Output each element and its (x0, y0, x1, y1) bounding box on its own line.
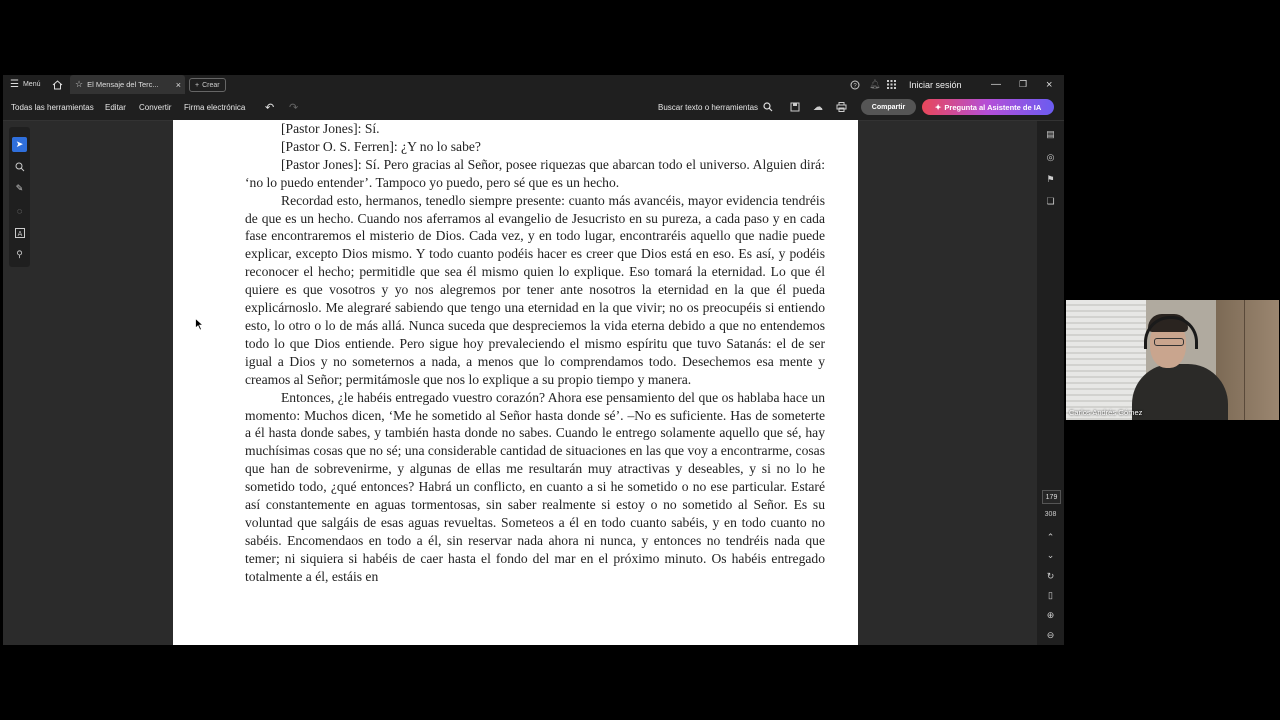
ai-assistant-button[interactable] (922, 99, 1054, 115)
title-bar (3, 75, 1064, 94)
chevron-down-icon: ⌄ (1046, 550, 1055, 560)
current-page-input[interactable] (1042, 490, 1061, 504)
maximize-button[interactable] (1019, 75, 1027, 94)
save-button[interactable] (790, 94, 800, 120)
undo-button[interactable] (265, 94, 274, 120)
tab-document[interactable] (70, 75, 185, 94)
print-icon (836, 102, 847, 112)
pdf-page[interactable] (173, 120, 858, 645)
bookmarks-panel-button[interactable] (1044, 173, 1057, 186)
zoom-in-icon: ⊕ (1046, 610, 1055, 620)
tab-title: El Mensaje del Terc... (87, 80, 159, 89)
zoom-plus-icon (15, 162, 25, 172)
page-text (245, 120, 825, 586)
close-tab-icon[interactable]: × (175, 79, 181, 90)
bookmark-icon: ⚑ (1046, 174, 1055, 184)
redo-icon: ↷ (289, 101, 299, 114)
share-label: Compartir (871, 103, 906, 111)
glasses (1154, 338, 1184, 346)
plus-icon: + (195, 81, 200, 89)
login-button[interactable] (909, 75, 962, 94)
home-icon (52, 80, 63, 90)
mouse-pointer-icon (195, 318, 204, 331)
pencil-icon: ✎ (15, 183, 24, 193)
bell-icon: 🔔︎ (869, 79, 881, 89)
text-box-icon (15, 228, 25, 238)
lasso-icon: ◌ (16, 205, 23, 216)
main-toolbar (3, 94, 1064, 121)
search-icon (763, 102, 773, 112)
paragraph-4: Recordad esto, hermanos, tenedlo siempre presente: cuanto más avancéis, mayor evidencia tendréis de que es un hecho. Cuando nos aferramos al evangelio de Jesucristo en su pureza, a cada paso y en cada fase encontraremos el misterio de Dios. Cada vez, y en todo lugar, encontraréis aquello que nadie puede explicar, excepto Dios mismo. Y todo cuanto podéis hacer es creer que Dios está en eso. Es así, y podéis reconocer el hecho; permitidle que sea él mismo quien lo explique. Eso tomará la eternidad. Lo que él quiere es que vosotros y yo nos alegremos por tener ante nosotros la eternidad en la que él pueda explicárnoslo. Me alegraré sabiendo que tengo una eternidad en la que vivir; no os preocupéis si entiendo esto, lo otro o lo de más allá. Nunca suceda que despreciemos la vida eterna debido a que no entendemos todo lo que Dios entiende. Pero sigue hoy prevaleciendo el mismo espíritu que tuvo Satanás: el de ser igual a Dios y no someternos a nada, a menos que lo comprendamos todo. Desechemos esa mente y creamos al Señor; permitámosle que nos lo explique a su propio tiempo y manera. (245, 192, 825, 387)
convert-button[interactable] (139, 94, 171, 120)
total-pages: 308 (1044, 511, 1057, 518)
zoom-out-button[interactable] (1044, 629, 1057, 642)
star-icon[interactable]: ☆ (75, 79, 84, 89)
participant-name: Carlos Andrés Gómez (1069, 408, 1143, 417)
home-button[interactable] (52, 75, 63, 94)
search-tools-button[interactable] (658, 94, 773, 120)
cloud-upload-icon: ☁ (813, 101, 823, 113)
svg-text:?: ? (853, 82, 857, 89)
stamp-icon: ⚲ (16, 249, 23, 259)
paragraph-1: [Pastor Jones]: Sí. (281, 121, 380, 136)
pages-panel-button[interactable] (1044, 195, 1057, 208)
undo-icon: ↶ (265, 101, 275, 114)
webcam-feed (1066, 300, 1279, 420)
menu-label: Menú (22, 81, 41, 88)
help-icon (850, 80, 860, 90)
menu-button[interactable] (10, 75, 40, 94)
rotate-icon: ↻ (1046, 571, 1055, 581)
paragraph-5: Entonces, ¿le habéis entregado vuestro corazón? Ahora ese pensamiento del que os hablaba hace un momento: Muchos dicen, ‘Me he sometido al Señor hasta donde sé’. –No es suficiente. Has de someterte a él hasta donde sabes, y también hasta donde no sabes. Cuando le entrego solamente aquello que sé, hay muchísimas cosas que no sé; una considerable cantidad de situaciones en las que voy a encontrarme, cosas que han de sobrevenirme, y algunas de ellas me resultarán muy atractivas y deseables, y si no lo he sometido todo, ¿qué entonces? Habrá un conflicto, en cuanto a si he sometido o no ese particular. Estaré así constantemente en aguas tormentosas, sin saber realmente si estoy o no sometido al Señor. Es su voluntad que salgáis de esas aguas revueltas. Someteos a él en todo cuanto sabéis, y en todo cuanto no sabéis. Encomendaos en todo a él, sin reservar nada ahora ni nunca, y entonces no tendréis nada que temer; ni siquiera si habéis de caer hasta el fondo del mar en el próximo minuto. Os habéis entregado totalmente a él, estáis en (245, 389, 825, 584)
sign-button[interactable] (184, 94, 245, 120)
paragraph-3: [Pastor Jones]: Sí. Pero gracias al Señor, posee riquezas que abarcan todo el universo. Alguien dirá: ‘no lo puedo entender’. Tampoco yo puedo, pero sé que es un hecho. (245, 156, 825, 190)
chevron-up-icon: ⌃ (1046, 532, 1055, 542)
layers-panel-button[interactable] (1044, 151, 1057, 164)
cabinet-seam (1244, 300, 1245, 420)
close-icon: × (1046, 78, 1053, 91)
select-tool[interactable] (12, 137, 27, 152)
notifications-button[interactable] (869, 75, 880, 94)
pages-icon: ❏ (1046, 196, 1055, 206)
svg-text:A: A (17, 230, 22, 238)
hamburger-icon: ☰ (10, 79, 19, 90)
apps-button[interactable] (887, 75, 896, 94)
edit-button[interactable] (105, 94, 126, 120)
edit-label: Editar (105, 102, 126, 112)
login-label: Iniciar sesión (909, 79, 962, 90)
lasso-tool[interactable] (12, 203, 27, 218)
create-button[interactable] (189, 78, 226, 92)
share-button[interactable] (861, 99, 916, 115)
zoom-tool[interactable] (12, 159, 27, 174)
next-page-button[interactable] (1044, 549, 1057, 562)
tools-rail (9, 127, 30, 267)
create-label: Crear (202, 81, 220, 89)
right-rail (1037, 121, 1064, 645)
comment-panel-button[interactable] (1044, 128, 1057, 141)
minimize-icon: — (991, 79, 1001, 90)
zoom-out-icon: ⊖ (1046, 630, 1055, 640)
all-tools-label: Todas las herramientas (11, 102, 94, 112)
redo-button[interactable] (289, 94, 298, 120)
cursor-arrow-icon: ➤ (15, 139, 24, 149)
stamp-tool[interactable] (12, 247, 27, 262)
restore-icon: ❐ (1019, 79, 1028, 89)
all-tools-button[interactable] (11, 94, 94, 120)
apps-grid-icon (887, 80, 896, 89)
save-icon (790, 102, 800, 112)
ai-sparkle-icon: ✦ (934, 102, 942, 112)
rotate-button[interactable] (1044, 570, 1057, 583)
text-select-tool[interactable] (12, 225, 27, 240)
page-fit-button[interactable] (1044, 589, 1057, 602)
previous-page-button[interactable] (1044, 531, 1057, 544)
search-label: Buscar texto o herramientas (658, 102, 759, 112)
sign-label: Firma electrónica (184, 102, 246, 112)
ai-assistant-label: Pregunta al Asistente de IA (944, 102, 1042, 112)
close-window-button[interactable] (1046, 75, 1052, 94)
print-button[interactable] (836, 94, 847, 120)
person-body (1132, 364, 1228, 420)
comment-icon: ▤ (1046, 129, 1055, 139)
minimize-button[interactable] (991, 75, 1001, 94)
zoom-in-button[interactable] (1044, 609, 1057, 622)
current-page-value: 179 (1045, 493, 1058, 501)
layers-icon: ◎ (1046, 152, 1055, 162)
page-fit-icon: ▯ (1048, 590, 1053, 600)
paragraph-2: [Pastor O. S. Ferren]: ¿Y no lo sabe? (281, 138, 481, 154)
help-button[interactable] (850, 75, 860, 94)
convert-label: Convertir (139, 102, 172, 112)
pdf-reader-window (3, 75, 1064, 645)
upload-button[interactable] (813, 94, 823, 120)
draw-tool[interactable] (12, 181, 27, 196)
